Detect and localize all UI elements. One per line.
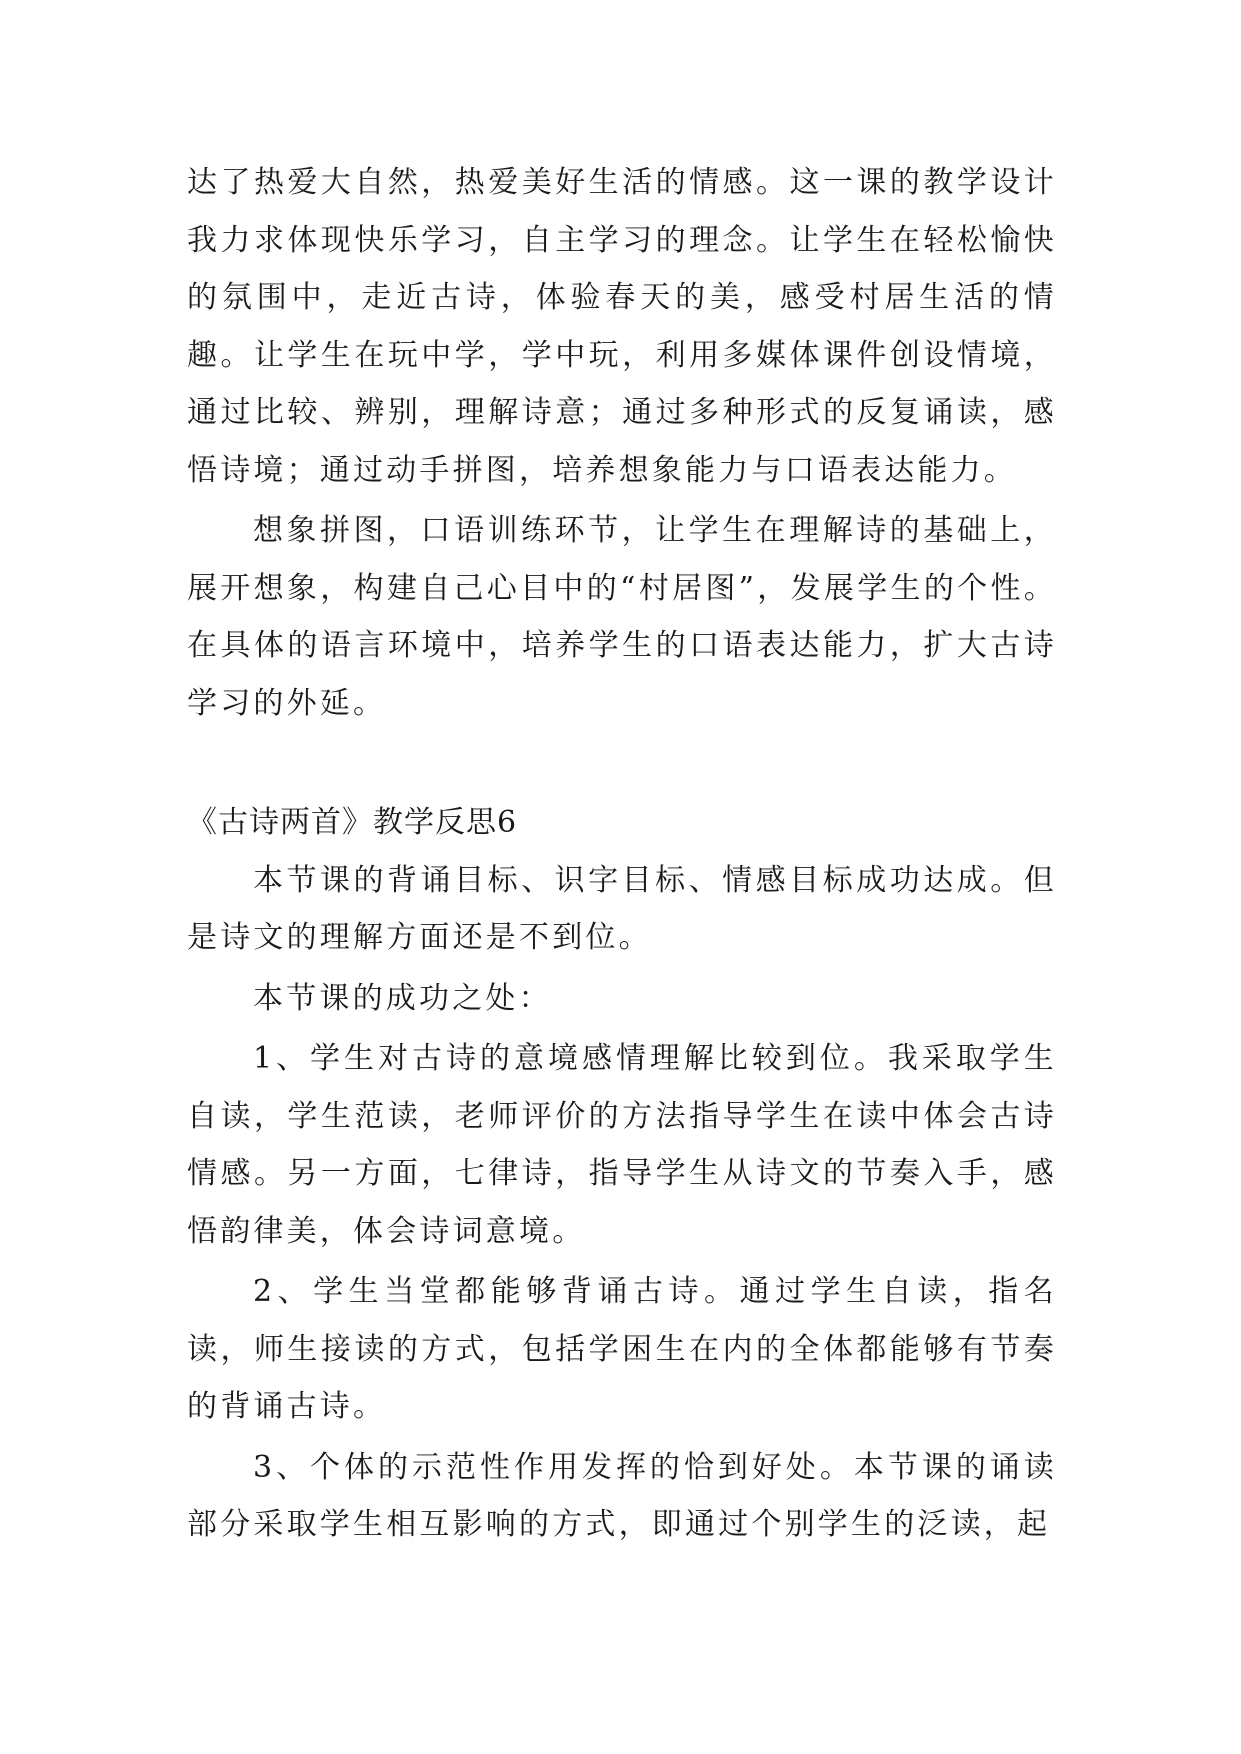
paragraph-point-1: 1、学生对古诗的意境感情理解比较到位。我采取学生自读，学生范读，老师评价的方法指导学生在读中体会古诗情感。另一方面，七律诗，指导学生从诗文的节奏入手，感悟韵律美，体会诗词意境。 — [187, 1041, 1057, 1249]
paragraph-continued: 达了热爱大自然，热爱美好生活的情感。这一课的教学设计我力求体现快乐学习，自主学习的理念。让学生在轻松愉快的氛围中，走近古诗，体验春天的美，感受村居生活的情趣。让学生在玩中学，学中玩，利用多媒体课件创设情境，通过比较、辨别，理解诗意；通过多种形式的反复诵读，感悟诗境；通过动手拼图，培养想象能力与口语表达能力。 — [187, 165, 1057, 488]
document-body — [187, 154, 1057, 1554]
section-heading: 《古诗两首》教学反思6 — [187, 805, 518, 840]
paragraph-point-2: 2、学生当堂都能够背诵古诗。通过学生自读，指名读，师生接读的方式，包括学困生在内的全体都能够有节奏的背诵古诗。 — [187, 1274, 1057, 1424]
paragraph-success-intro: 本节课的成功之处： — [253, 980, 552, 1016]
paragraph-goals: 本节课的背诵目标、识字目标、情感目标成功达成。但是诗文的理解方面还是不到位。 — [187, 862, 1057, 955]
paragraph-point-3: 3、个体的示范性作用发挥的恰到好处。本节课的诵读部分采取学生相互影响的方式，即通过个别学生的泛读，起 — [187, 1449, 1057, 1542]
paragraph-puzzle-activity: 想象拼图，口语训练环节，让学生在理解诗的基础上，展开想象，构建自己心目中的“村居图”，发展学生的个性。在具体的语言环境中，培养学生的口语表达能力，扩大古诗学习的外延。 — [187, 513, 1057, 721]
